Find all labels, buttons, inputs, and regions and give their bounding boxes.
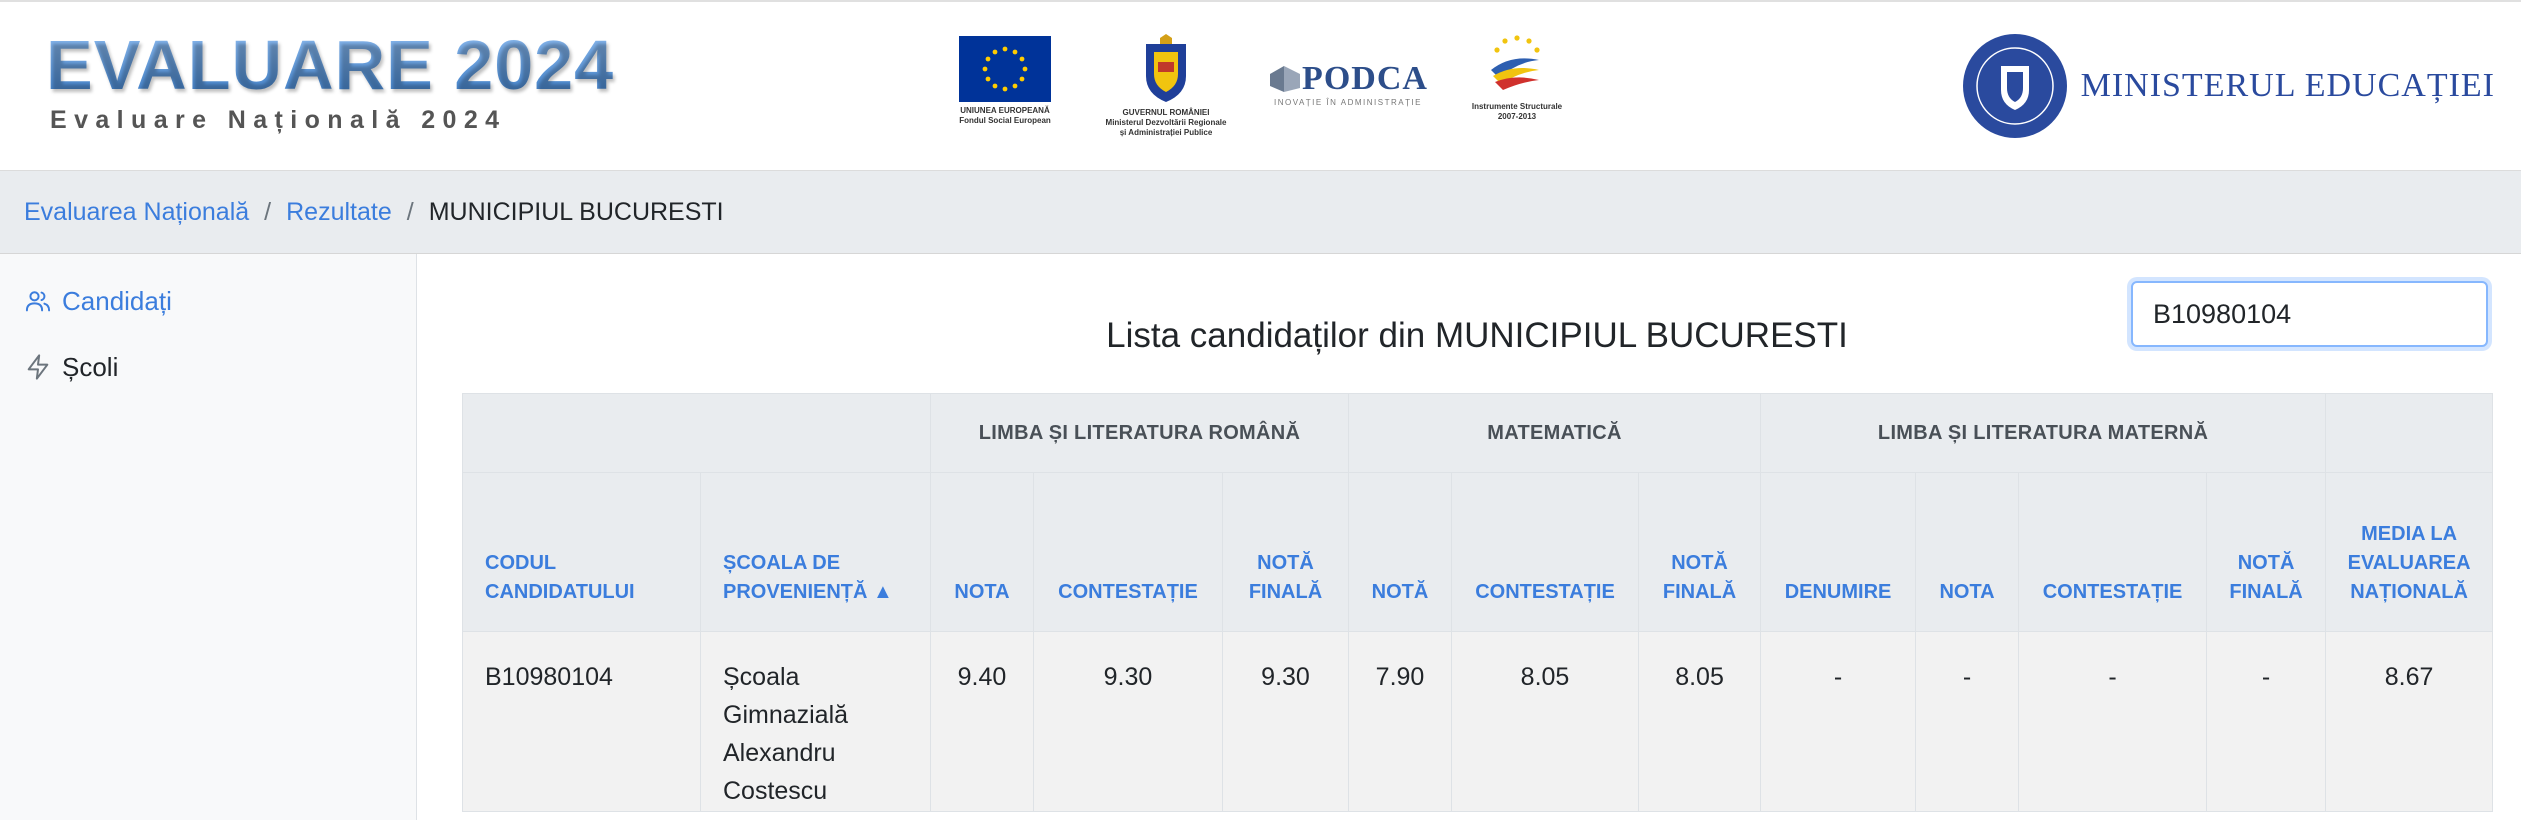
cell-lm-nota: - — [1916, 632, 2019, 812]
breadcrumb-separator: / — [264, 197, 272, 226]
breadcrumb-rezultate[interactable]: Rezultate — [286, 197, 392, 226]
group-header-materna: LIMBA ȘI LITERATURA MATERNĂ — [1761, 394, 2326, 473]
cell-ro-finala: 9.30 — [1223, 632, 1349, 812]
breadcrumb — [0, 170, 2521, 254]
site-header — [0, 0, 2521, 170]
users-icon — [24, 287, 52, 315]
column-header-ma-finala[interactable]: NOTĂ FINALĂ — [1639, 473, 1761, 632]
gov-caption-1: GUVERNUL ROMÂNIEI — [1122, 108, 1210, 117]
gov-logo — [1102, 30, 1230, 138]
podca-word: PODCA — [1302, 60, 1428, 97]
column-header-lm-denumire[interactable]: DENUMIRE — [1761, 473, 1916, 632]
sidebar-item-candidati[interactable] — [0, 268, 416, 334]
eu-caption-2: Fondul Social European — [959, 116, 1051, 125]
evaluare-logo[interactable] — [46, 26, 615, 135]
column-header-ma-nota[interactable]: NOTĂ — [1349, 473, 1452, 632]
cell-ma-contestatie: 8.05 — [1452, 632, 1639, 812]
eu-caption-1: UNIUNEA EUROPEANĂ — [960, 106, 1050, 115]
breadcrumb-current: MUNICIPIUL BUCURESTI — [428, 197, 724, 226]
table-group-header-row — [463, 394, 2493, 473]
cell-lm-contestatie: - — [2019, 632, 2207, 812]
group-header-empty — [463, 394, 931, 473]
column-header-lm-finala[interactable]: NOTĂ FINALĂ — [2207, 473, 2326, 632]
instrumente-structurale-icon — [1477, 30, 1557, 100]
table-header-row — [463, 473, 2493, 632]
cell-lm-finala: - — [2207, 632, 2326, 812]
column-header-lm-nota[interactable]: NOTA — [1916, 473, 2019, 632]
column-header-media[interactable]: MEDIA LA EVALUAREA NAȚIONALĂ — [2326, 473, 2493, 632]
column-header-ro-contestatie[interactable]: CONTESTAȚIE — [1034, 473, 1223, 632]
ministry-logo[interactable] — [1961, 32, 2495, 140]
podca-cube-icon — [1268, 64, 1302, 94]
podca-logo — [1268, 60, 1428, 107]
logo-subtitle: Evaluare Națională 2024 — [50, 106, 507, 134]
cell-ro-nota: 9.40 — [931, 632, 1034, 812]
column-header-school[interactable]: ȘCOALA DE PROVENIENȚĂ ▲ — [701, 473, 931, 632]
sidebar-item-label: Candidați — [62, 285, 172, 316]
instrumente-structurale-logo — [1468, 30, 1566, 122]
ministry-name: MINISTERUL EDUCAȚIEI — [2080, 67, 2495, 104]
column-header-lm-contestatie[interactable]: CONTESTAȚIE — [2019, 473, 2207, 632]
instr-caption-1: Instrumente Structurale — [1471, 102, 1563, 111]
group-header-romana: LIMBA ȘI LITERATURA ROMÂNĂ — [931, 394, 1349, 473]
instr-caption-2: 2007-2013 — [1497, 112, 1537, 121]
table-row[interactable] — [463, 632, 2493, 812]
page-title: Lista candidaților din MUNICIPIUL BUCURESTI — [1106, 316, 1848, 355]
results-table — [462, 393, 2493, 812]
cell-media: 8.67 — [2326, 632, 2493, 812]
column-header-code[interactable]: CODUL CANDIDATULUI — [463, 473, 701, 632]
gov-caption-2: Ministerul Dezvoltării Regionale — [1105, 118, 1227, 127]
breadcrumb-separator: / — [406, 197, 414, 226]
cell-ma-finala: 8.05 — [1639, 632, 1761, 812]
cell-code: B10980104 — [463, 632, 701, 812]
sidebar — [0, 254, 417, 820]
eu-flag-icon — [959, 36, 1051, 102]
eu-logo — [958, 30, 1052, 126]
breadcrumb-evaluarea-nationala[interactable]: Evaluarea Națională — [24, 197, 250, 226]
podca-tagline: INOVAȚIE ÎN ADMINISTRAȚIE — [1273, 98, 1423, 107]
group-header-empty — [2326, 394, 2493, 473]
cell-ro-contestatie: 9.30 — [1034, 632, 1223, 812]
cell-school: Școala Gimnazială Alexandru Costescu — [701, 632, 931, 812]
sidebar-item-scoli[interactable] — [0, 334, 416, 400]
cell-ma-nota: 7.90 — [1349, 632, 1452, 812]
sidebar-item-label: Școli — [62, 351, 119, 382]
government-seal-icon — [1961, 32, 2069, 140]
column-header-ro-finala[interactable]: NOTĂ FINALĂ — [1223, 473, 1349, 632]
column-header-ma-contestatie[interactable]: CONTESTAȚIE — [1452, 473, 1639, 632]
gov-caption-3: și Administrației Publice — [1119, 128, 1213, 137]
coat-of-arms-icon — [1140, 34, 1192, 104]
lightning-icon — [24, 353, 52, 381]
column-header-ro-nota[interactable]: NOTA — [931, 473, 1034, 632]
logo-title: EVALUARE 2024 — [46, 26, 615, 104]
group-header-matematica: MATEMATICĂ — [1349, 394, 1761, 473]
cell-lm-denumire: - — [1761, 632, 1916, 812]
